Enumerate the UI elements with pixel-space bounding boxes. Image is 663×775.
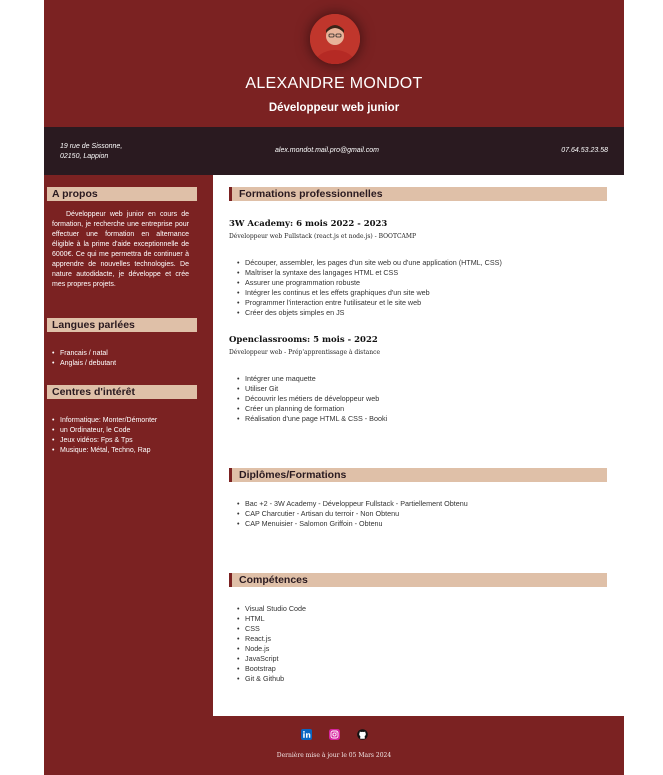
school-title: 3W Academy: 6 mois 2022 - 2023 [229, 219, 388, 229]
last-updated: Dernière mise à jour le 05 Mars 2024 [276, 752, 392, 759]
skills-list [237, 604, 306, 684]
list-item: • JavaScript [237, 654, 306, 664]
list-item: • Maîtriser la syntaxe des langages HTML et CSS [237, 268, 502, 278]
list-item: • Utiliser Git [237, 384, 387, 394]
list-item: • Découvrir les métiers de développeur web [237, 394, 387, 404]
instagram-icon[interactable] [329, 729, 340, 740]
list-item: • Intégrer les continus et les effets graphiques d'un site web [237, 288, 502, 298]
languages-heading: Langues parlées [44, 318, 197, 332]
list-item: • CAP Charcutier - Artisan du terroir - Non Obtenu [237, 509, 468, 519]
list-item: • Musique: Métal, Techno, Rap [52, 446, 157, 456]
about-text: Développeur web junior en cours de formation, je recherche une entreprise pour effectuer une formation en alternance éligible à la prime d'aide exceptionnelle de 6000€. Ce qui me permettra de continuer à apprendre de nouvelles technologies. De nature autodidacte, je développe et crée mes propres projets. [52, 211, 189, 288]
job-title: Développeur web junior [268, 102, 400, 114]
phone-link[interactable]: 07.64.53.23.58 [561, 147, 608, 154]
header [44, 0, 624, 127]
linkedin-icon[interactable] [301, 729, 312, 740]
github-icon[interactable] [357, 729, 368, 740]
list-item: • HTML [237, 614, 306, 624]
list-item: • Anglais / debutant [52, 359, 116, 369]
school-title: Openclassrooms: 5 mois - 2022 [229, 335, 378, 345]
list-item: • React.js [237, 634, 306, 644]
list-item: • CAP Menuisier - Salomon Griffoin - Obtenu [237, 519, 468, 529]
email-link[interactable]: alex.mondot.mail.pro@gmail.com [275, 147, 379, 154]
avatar [310, 14, 360, 64]
about-heading: A propos [44, 187, 197, 201]
full-name: ALEXANDRE MONDOT [245, 75, 423, 92]
list-item: • Bac +2 - 3W Academy - Développeur Fullstack - Partiellement Obtenu [237, 499, 468, 509]
list-item: • Créer un planning de formation [237, 404, 387, 414]
list-item: • CSS [237, 624, 306, 634]
school-subtitle: Développeur web Fullstack (react.js et node.js) - BOOTCAMP [229, 233, 417, 240]
diplomas-heading: Diplômes/Formations [229, 468, 607, 482]
list-item: • Créer des objets simples en JS [237, 308, 502, 318]
formations-heading: Formations professionnelles [229, 187, 607, 201]
list-item: • un Ordinateur, le Code [52, 426, 157, 436]
skills-heading: Compétences [229, 573, 607, 587]
list-item: • Assurer une programmation robuste [237, 278, 502, 288]
school-subtitle: Développeur web - Prép'apprentissage à distance [229, 349, 381, 356]
resume-page [44, 0, 624, 775]
list-item: • Programmer l'interaction entre l'utilisateur et le site web [237, 298, 502, 308]
list-item: • Réalisation d'une page HTML & CSS - Booki [237, 414, 387, 424]
list-item: • Informatique: Monter/Démonter [52, 416, 157, 426]
interests-heading: Centres d'intérêt [44, 385, 197, 399]
list-item: • Visual Studio Code [237, 604, 306, 614]
address [60, 142, 122, 162]
list-item: • Jeux vidéos: Fps & Tps [52, 436, 157, 446]
list-item: • Francais / natal [52, 349, 116, 359]
list-item: • Node.js [237, 644, 306, 654]
interests-list [52, 416, 157, 456]
list-item: • Bootstrap [237, 664, 306, 674]
contact-bar [44, 127, 624, 175]
list-item: • Git & Github [237, 674, 306, 684]
main-content [213, 175, 624, 716]
formation-2-list [237, 374, 387, 424]
list-item: • Intégrer une maquette [237, 374, 387, 384]
diplomas-list [237, 499, 468, 529]
footer [44, 716, 624, 775]
address-line-2: 02150, Lappion [60, 153, 109, 160]
address-line-1: 19 rue de Sissonne, [60, 143, 123, 150]
languages-list [52, 349, 116, 369]
list-item: • Découper, assembler, les pages d'un site web ou d'une application (HTML, CSS) [237, 258, 502, 268]
formation-1-list [237, 258, 502, 318]
